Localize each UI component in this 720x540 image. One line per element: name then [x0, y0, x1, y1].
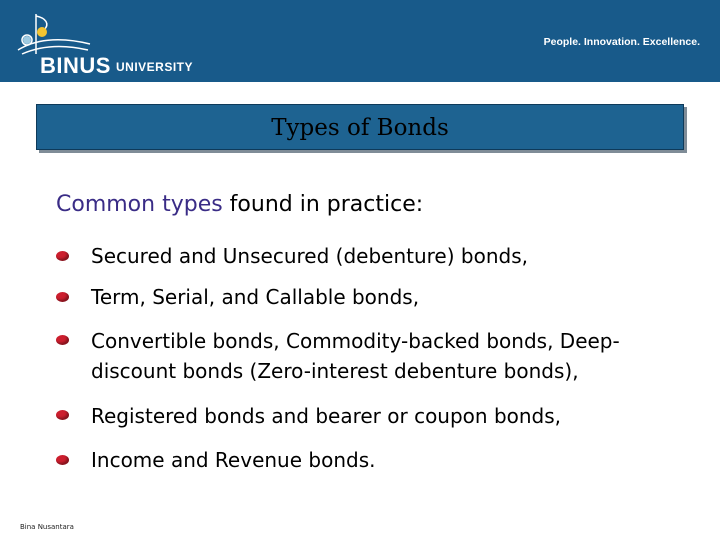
binus-logo: [14, 10, 214, 78]
title-box: [36, 104, 684, 150]
logo-wordmark: BINUS: [40, 53, 111, 78]
bullet-dot-icon: [56, 335, 69, 345]
bullet-dot-icon: [56, 410, 69, 420]
bullet-dot-icon: [56, 292, 69, 302]
logo-suffix: UNIVERSITY: [116, 60, 194, 74]
tagline: People. Innovation. Excellence.: [543, 36, 700, 48]
bullet-text: Convertible bonds, Commodity-backed bonds, Deep-discount bonds (Zero-interest debenture bonds),: [91, 329, 620, 383]
footer-author: Bina Nusantara: [20, 523, 74, 531]
intro-highlight: Common types: [56, 192, 223, 217]
slide-title: Types of Bonds: [271, 115, 449, 141]
intro-rest: found in practice:: [222, 192, 424, 217]
intro-line: [56, 192, 423, 217]
header-banner: [0, 0, 720, 82]
bullet-text: Term, Serial, and Callable bonds,: [91, 285, 420, 309]
bullet-text: Registered bonds and bearer or coupon bonds,: [91, 404, 562, 428]
bullet-text: Secured and Unsecured (debenture) bonds,: [91, 244, 528, 268]
bullet-dot-icon: [56, 455, 69, 465]
bullet-text: Income and Revenue bonds.: [91, 448, 376, 472]
bullet-dot-icon: [56, 251, 69, 261]
